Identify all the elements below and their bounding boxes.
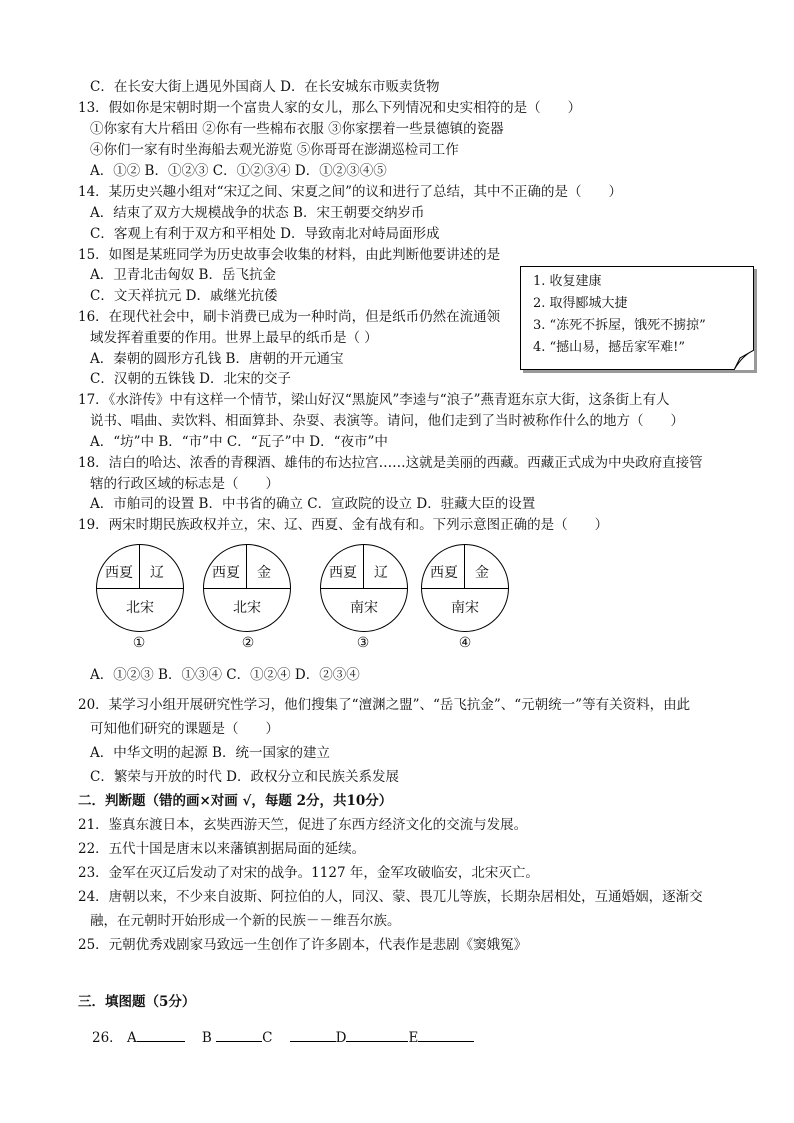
- question-line: A．①②③ B．①③④ C．①②④ D．②③④: [90, 667, 360, 683]
- question-line: A．市舶司的设置 B．中书省的确立 C．宣政院的设立 D．驻藏大臣的设置: [90, 496, 536, 512]
- question-line: ①你家有大片稻田 ②你有一些棉布衣服 ③你家摆着一些景德镇的瓷器: [90, 121, 504, 137]
- question-line: ④你们一家有时坐海船去观光游览 ⑤你哥哥在澎湖巡检司工作: [90, 142, 459, 158]
- diagram-circle-3: [320, 544, 408, 632]
- question-line: 13．假如你是宋朝时期一个富贵人家的女儿，那么下列情况和史实相符的是（ ）: [78, 100, 582, 116]
- circle-top-right: 辽: [150, 565, 164, 581]
- question-line: 17．《水浒传》中有这样一个情节，梁山好汉“黑旋风”李逵与“浪子”燕青逛东京大街，这条街上有人: [78, 392, 670, 408]
- circle-bottom: 南宋: [451, 600, 479, 616]
- question-line: C．汉朝的五铢钱 D．北宋的交子: [90, 371, 291, 387]
- page-curl-icon: [734, 350, 754, 370]
- question-line: 19．两宋时期民族政权并立，宋、辽、西夏、金有战有和。下列示意图正确的是（ ）: [78, 517, 609, 533]
- question-line: 16．在现代社会中，刷卡消费已成为一种时尚，但是纸币仍然在流通领: [78, 309, 501, 325]
- circle-top-left: 西夏: [212, 565, 240, 581]
- question-line: 18．洁白的哈达、浓香的青稞酒、雄伟的布达拉宫……这就是美丽的西藏。西藏正式成为中央政府直接管: [78, 455, 703, 471]
- answer-blank[interactable]: [137, 1027, 185, 1042]
- answer-blank[interactable]: [216, 1027, 262, 1042]
- circle-bottom: 北宋: [233, 600, 261, 616]
- question-line: C．客观上有利于双方和平相处 D．导致南北对峙局面形成: [90, 226, 440, 242]
- answer-blank[interactable]: [418, 1027, 474, 1042]
- question-number: 26．: [92, 1030, 123, 1046]
- blank-letter: D: [335, 1030, 347, 1046]
- note-item: 4. “撼山易，撼岳家军难!”: [533, 340, 686, 355]
- blank-letter: B: [201, 1030, 212, 1046]
- fill-in-question: [92, 1027, 474, 1047]
- blank-letter: A: [126, 1030, 137, 1046]
- diagram-circle-1: [96, 544, 184, 632]
- question-line: 20．某学习小组开展研究性学习，他们搜集了“澶渊之盟”、“岳飞抗金”、“元朝统一”等有关资料，由此: [78, 697, 691, 713]
- question-line: 22．五代十国是唐末以来藩镇割据局面的延续。: [78, 841, 366, 857]
- diagram-circle-4: [421, 544, 509, 632]
- blank-letter: E: [408, 1030, 419, 1046]
- question-line: A．“坊”中 B．“市”中 C．“瓦子”中 D．“夜市”中: [90, 434, 388, 450]
- question-line: 说书、唱曲、卖饮料、相面算卦、杂耍、表演等。请问，他们走到了当时被称作什么的地方（ ）: [90, 413, 684, 429]
- question-line: A．秦朝的圆形方孔钱 B．唐朝的开元通宝: [90, 351, 344, 367]
- circle-top-left: 西夏: [430, 565, 458, 581]
- circle-top-right: 金: [475, 565, 489, 581]
- question-line: C．繁荣与开放的时代 D．政权分立和民族关系发展: [90, 769, 399, 785]
- question-line: 24．唐朝以来，不少来自波斯、阿拉伯的人，同汉、蒙、畏兀儿等族，长期杂居相处，互通婚姻，逐渐交: [78, 889, 703, 905]
- note-item: 2. 取得郾城大捷: [533, 296, 628, 311]
- material-note-card: [520, 266, 754, 370]
- circle-top-left: 西夏: [105, 565, 133, 581]
- circle-label: ①: [132, 635, 146, 651]
- circle-top-left: 西夏: [329, 565, 357, 581]
- question-line: 14．某历史兴趣小组对“宋辽之间、宋夏之间”的议和进行了总结，其中不正确的是（ ）: [78, 184, 622, 200]
- answer-blank[interactable]: [290, 1027, 336, 1042]
- section-heading: 二．判断题（错的画×对画 √，每题 2分，共10分）: [78, 793, 393, 809]
- circle-label: ②: [241, 635, 255, 651]
- question-line: 辖的行政区域的标志是（ ）: [90, 476, 279, 492]
- question-line: 15．如图是某班同学为历史故事会收集的材料，由此判断他要讲述的是: [78, 247, 501, 263]
- note-item: 1. 收复建康: [533, 274, 602, 289]
- question-line: C．文天祥抗元 D．戚继光抗倭: [90, 288, 278, 304]
- circle-label: ③: [356, 635, 370, 651]
- question-line: A．卫青北击匈奴 B．岳飞抗金: [90, 267, 276, 283]
- answer-blank[interactable]: [346, 1027, 408, 1042]
- blank-letter: C: [262, 1030, 273, 1046]
- question-line: 可知他们研究的课题是（ ）: [90, 721, 279, 737]
- note-item: 3. “冻死不拆屋，饿死不掳掠”: [533, 318, 706, 333]
- circle-bottom: 南宋: [350, 600, 378, 616]
- section-heading: 三．填图题（5分）: [78, 994, 196, 1010]
- question-line: A．结束了双方大规模战争的状态 B．宋王朝要交纳岁币: [90, 205, 425, 221]
- circle-top-right: 金: [257, 565, 271, 581]
- circle-bottom: 北宋: [126, 600, 154, 616]
- diagram-circle-2: [203, 544, 291, 632]
- circle-top-right: 辽: [374, 565, 388, 581]
- question-line: C．在长安大街上遇见外国商人 D．在长安城东市贩卖货物: [90, 79, 440, 95]
- question-line: 21．鉴真东渡日本，玄奘西游天竺，促进了东西方经济文化的交流与发展。: [78, 817, 528, 833]
- question-line: 融，在元朝时开始形成一个新的民族－－维吾尔族。: [90, 913, 401, 929]
- question-line: A．中华文明的起源 B．统一国家的建立: [90, 745, 330, 761]
- circle-label: ④: [458, 635, 472, 651]
- question-line: 域发挥着重要的作用。世界上最早的纸币是（ ）: [90, 330, 378, 346]
- question-line: 23．金军在灭辽后发动了对宋的战争。1127 年，金军攻破临安，北宋灭亡。: [78, 865, 539, 881]
- question-line: 25．元朝优秀戏剧家马致远一生创作了许多剧本，代表作是悲剧《窦娥冤》: [78, 937, 528, 953]
- question-line: A．①② B．①②③ C．①②③④ D．①②③④⑤: [90, 163, 387, 179]
